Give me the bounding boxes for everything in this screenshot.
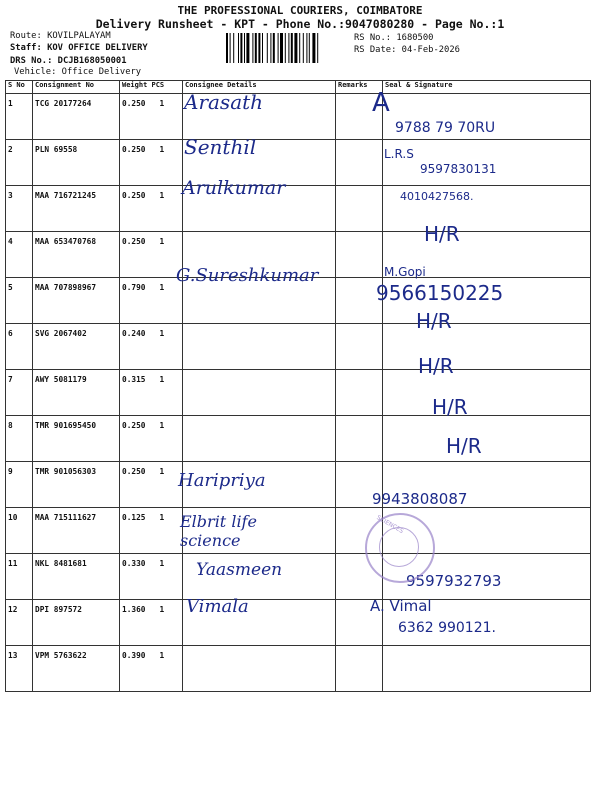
weight-value: 0.125: [122, 513, 146, 522]
pcs-value: 1: [159, 375, 165, 384]
cell-consignee: [183, 324, 336, 370]
barcode-bar: [317, 33, 318, 63]
col-seal-signature: Seal & Signature: [383, 81, 591, 94]
signature-hr: H/R: [418, 354, 454, 378]
table-row: [6, 646, 591, 692]
weight-value: 0.330: [122, 559, 146, 568]
barcode-bar: [258, 33, 260, 63]
cell-consignee: [183, 646, 336, 692]
cell-weight-pcs: [120, 186, 183, 232]
drs-label: DRS No.: DCJB168050001: [10, 56, 127, 66]
pcs-value: 1: [159, 283, 165, 292]
runsheet-table: [5, 80, 591, 692]
barcode-bar: [246, 33, 249, 63]
handwritten-consignee: Yaasmeen: [196, 560, 283, 580]
col-consignment: Consignment No: [33, 81, 120, 94]
weight-value: 0.250: [122, 237, 146, 246]
vehicle-label: Vehicle: Office Delivery: [14, 67, 142, 77]
cell-consignment-no: TCG 20177264: [33, 94, 120, 140]
handwritten-consignee: Arasath: [184, 90, 264, 114]
pcs-value: 1: [159, 99, 165, 108]
table-row: [6, 186, 591, 232]
cell-sno: 3: [6, 186, 33, 232]
signature-phone: 9597932793: [406, 572, 502, 590]
cell-weight-pcs: [120, 278, 183, 324]
cell-consignment-no: MAA 653470768: [33, 232, 120, 278]
cell-sno: 11: [6, 554, 33, 600]
route-label: Route: KOVILPALAYAM: [10, 31, 111, 41]
cell-remarks: [336, 140, 383, 186]
pcs-value: 1: [159, 651, 165, 660]
signature-hr: H/R: [446, 434, 482, 458]
barcode-bar: [230, 33, 231, 63]
cell-consignment-no: TMR 901056303: [33, 462, 120, 508]
cell-sno: 4: [6, 232, 33, 278]
weight-value: 0.250: [122, 99, 146, 108]
cell-consignment-no: AWY 5081179: [33, 370, 120, 416]
signature-phone: 9597830131: [420, 162, 497, 176]
cell-weight-pcs: [120, 554, 183, 600]
signature-hr: H/R: [416, 309, 452, 333]
barcode-bar: [299, 33, 300, 63]
pcs-value: 1: [159, 237, 165, 246]
barcode-bar: [294, 33, 297, 63]
signature-name: A. Vimal: [370, 597, 432, 615]
table-header-row: [6, 81, 591, 94]
weight-value: 0.250: [122, 191, 146, 200]
barcode-bar: [255, 33, 257, 63]
pcs-value: 1: [159, 329, 165, 338]
table-row: [6, 416, 591, 462]
col-weight-pcs: Weight PCS: [120, 81, 183, 94]
pcs-value: 1: [159, 145, 165, 154]
cell-sno: 10: [6, 508, 33, 554]
weight-value: 0.315: [122, 375, 146, 384]
table-row: [6, 462, 591, 508]
handwritten-consignee: Elbrit life science: [180, 512, 257, 550]
barcode-bar: [285, 33, 286, 63]
rs-number: RS No.: 1680500: [354, 33, 434, 43]
rs-date: RS Date: 04-Feb-2026: [354, 45, 460, 55]
weight-value: 1.360: [122, 605, 146, 614]
weight-value: 0.250: [122, 421, 146, 430]
cell-weight-pcs: [120, 416, 183, 462]
cell-sno: 8: [6, 416, 33, 462]
weight-value: 0.240: [122, 329, 146, 338]
cell-consignment-no: NKL 8481681: [33, 554, 120, 600]
handwritten-consignee: Vimala: [186, 596, 249, 617]
barcode-bar: [270, 33, 271, 63]
pcs-value: 1: [159, 559, 165, 568]
cell-consignment-no: PLN 69558: [33, 140, 120, 186]
pcs-value: 1: [159, 513, 165, 522]
cell-remarks: [336, 646, 383, 692]
cell-remarks: [336, 232, 383, 278]
table-row: [6, 140, 591, 186]
barcode-bar: [238, 33, 239, 63]
pcs-value: 1: [159, 605, 165, 614]
cell-consignment-no: DPI 897572: [33, 600, 120, 646]
cell-consignment-no: MAA 716721245: [33, 186, 120, 232]
table-row: [6, 324, 591, 370]
barcode-bar: [233, 33, 234, 63]
cell-remarks: [336, 416, 383, 462]
cell-consignment-no: MAA 707898967: [33, 278, 120, 324]
cell-weight-pcs: [120, 324, 183, 370]
barcode-bar: [291, 33, 293, 63]
signature-hr: H/R: [424, 222, 460, 246]
signature-phone: 4010427568.: [400, 190, 474, 203]
cell-sno: 9: [6, 462, 33, 508]
barcode-bar: [280, 33, 283, 63]
barcode-bar: [226, 33, 228, 63]
cell-seal: [383, 324, 591, 370]
table-row: [6, 370, 591, 416]
cell-weight-pcs: [120, 232, 183, 278]
staff-label: Staff: KOV OFFICE DELIVERY: [10, 43, 148, 53]
cell-consignment-no: SVG 2067402: [33, 324, 120, 370]
handwritten-consignee: Haripriya: [178, 470, 266, 491]
cell-sno: 2: [6, 140, 33, 186]
cell-seal: [383, 646, 591, 692]
cell-consignee: [183, 416, 336, 462]
cell-remarks: [336, 186, 383, 232]
signature-phone: 9566150225: [376, 281, 504, 305]
cell-weight-pcs: [120, 600, 183, 646]
barcode-bar: [288, 33, 289, 63]
cell-seal: [383, 370, 591, 416]
barcode-bar: [309, 33, 310, 63]
company-seal-stamp: SCIENCES: [365, 513, 435, 583]
barcode-bar: [252, 33, 253, 63]
barcode-bar: [273, 33, 275, 63]
weight-value: 0.250: [122, 145, 146, 154]
signature-hr: H/R: [432, 395, 468, 419]
cell-consignee: [183, 370, 336, 416]
cell-consignment-no: MAA 715111627: [33, 508, 120, 554]
signature-scribble: A: [372, 88, 390, 118]
barcode-bar: [306, 33, 307, 63]
barcode-bar: [278, 33, 279, 63]
pcs-value: 1: [159, 421, 165, 430]
weight-value: 0.250: [122, 467, 146, 476]
cell-sno: 13: [6, 646, 33, 692]
cell-weight-pcs: [120, 462, 183, 508]
col-consignee: Consignee Details: [183, 81, 336, 94]
handwritten-consignee: G.Sureshkumar: [176, 265, 319, 286]
cell-sno: 6: [6, 324, 33, 370]
signature-phone: 9788 79 70RU: [395, 120, 496, 136]
cell-remarks: [336, 324, 383, 370]
barcode-bar: [262, 33, 263, 63]
col-remarks: Remarks: [336, 81, 383, 94]
table-row: [6, 554, 591, 600]
signature-name: M.Gopi: [384, 265, 426, 279]
handwritten-consignee: Arulkumar: [182, 177, 286, 199]
cell-weight-pcs: [120, 646, 183, 692]
cell-sno: 7: [6, 370, 33, 416]
barcode-bar: [267, 33, 268, 63]
cell-seal: [383, 416, 591, 462]
cell-sno: 12: [6, 600, 33, 646]
barcode-bar: [312, 33, 315, 63]
cell-sno: 5: [6, 278, 33, 324]
col-sno: S No: [6, 81, 33, 94]
pcs-value: 1: [159, 191, 165, 200]
company-title: THE PROFESSIONAL COURIERS, COIMBATORE: [177, 4, 423, 17]
pcs-value: 1: [159, 467, 165, 476]
handwritten-consignee: Senthil: [184, 135, 257, 159]
runsheet-subtitle: Delivery Runsheet - KPT - Phone No.:9047080280 - Page No.:1: [95, 17, 505, 31]
table-row: [6, 94, 591, 140]
barcode-bar: [244, 33, 245, 63]
signature-phone: 6362 990121.: [398, 620, 496, 636]
cell-consignment-no: VPM 5763622: [33, 646, 120, 692]
cell-remarks: [336, 370, 383, 416]
barcode: [226, 33, 350, 63]
cell-weight-pcs: [120, 140, 183, 186]
barcode-bar: [240, 33, 242, 63]
signature-phone: 9943808087: [372, 490, 468, 508]
cell-weight-pcs: [120, 508, 183, 554]
weight-value: 0.390: [122, 651, 146, 660]
barcode-bar: [303, 33, 304, 63]
cell-weight-pcs: [120, 94, 183, 140]
table-row: [6, 600, 591, 646]
cell-sno: 1: [6, 94, 33, 140]
weight-value: 0.790: [122, 283, 146, 292]
signature-name: L.R.S: [384, 147, 414, 161]
cell-weight-pcs: [120, 370, 183, 416]
cell-consignment-no: TMR 901695450: [33, 416, 120, 462]
